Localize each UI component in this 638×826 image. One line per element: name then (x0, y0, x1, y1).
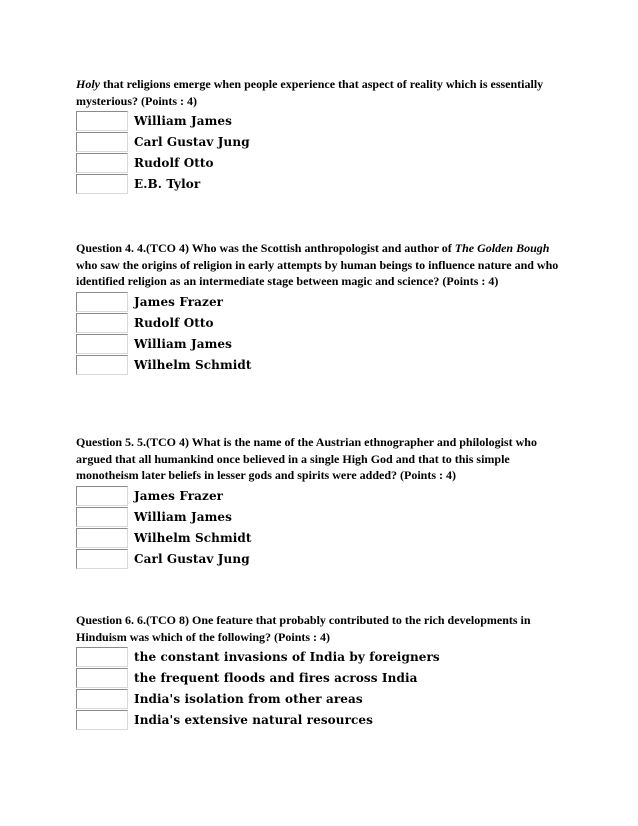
answer-options (76, 111, 568, 195)
answer-select-box[interactable] (76, 668, 128, 688)
question-text (76, 240, 568, 290)
answer-option[interactable] (76, 507, 568, 528)
answer-option[interactable] (76, 313, 568, 334)
answer-option[interactable] (76, 292, 568, 313)
question-text: Question 5. 5.(TCO 4) What is the name of the Austrian ethnographer and philologist who argued that all humankind once believed in a single High God and that to this simple monotheism later beliefs in lesser gods and spirits were added? (Points : 4) (76, 435, 537, 482)
answer-select-box[interactable] (76, 486, 128, 506)
answer-options (76, 647, 568, 731)
answer-label: Wilhelm Schmidt (134, 530, 252, 545)
answer-option[interactable] (76, 549, 568, 570)
answer-select-box[interactable] (76, 549, 128, 569)
answer-select-box[interactable] (76, 507, 128, 527)
question-prefix: Question 4. 4.(TCO 4) Who was the Scottish anthropologist and author of (76, 241, 455, 255)
answer-select-box[interactable] (76, 689, 128, 709)
answer-option[interactable] (76, 710, 568, 731)
answer-option[interactable] (76, 355, 568, 376)
question-text (76, 76, 568, 109)
answer-select-box[interactable] (76, 528, 128, 548)
answer-select-box[interactable] (76, 355, 128, 375)
answer-option[interactable] (76, 689, 568, 710)
question-body: who saw the origins of religion in early attempts by human beings to influence nature and who identified religion as an intermediate stage between magic and science? (Points : 4) (76, 257, 559, 288)
answer-label: the frequent floods and fires across India (134, 671, 418, 685)
answer-option[interactable] (76, 486, 568, 507)
answer-options (76, 292, 568, 376)
answer-label: William James (134, 509, 232, 524)
answer-label: Rudolf Otto (134, 156, 214, 170)
answer-select-box[interactable] (76, 710, 128, 730)
answer-label: Rudolf Otto (134, 315, 214, 330)
question-text: Question 6. 6.(TCO 8) One feature that probably contributed to the rich developments in Hinduism was which of the following? (Points : 4) (76, 613, 531, 644)
answer-option[interactable] (76, 174, 568, 195)
answer-option[interactable] (76, 528, 568, 549)
answer-option[interactable] (76, 111, 568, 132)
answer-select-box[interactable] (76, 313, 128, 333)
question-block (76, 240, 568, 376)
answer-label: James Frazer (134, 488, 224, 503)
book-title: The Golden Bough (454, 241, 550, 255)
answer-label: James Frazer (134, 294, 224, 309)
answer-options (76, 486, 568, 570)
answer-label: E.B. Tylor (134, 177, 201, 191)
question-block (76, 434, 568, 570)
question-block (76, 612, 568, 731)
answer-select-box[interactable] (76, 292, 128, 312)
answer-label: India's isolation from other areas (134, 692, 363, 706)
answer-select-box[interactable] (76, 111, 128, 131)
answer-option[interactable] (76, 132, 568, 153)
answer-label: India's extensive natural resources (134, 713, 374, 727)
question-body: that religions emerge when people experience that aspect of reality which is essentially mysterious? (Points : 4) (76, 77, 544, 108)
answer-option[interactable] (76, 668, 568, 689)
answer-option[interactable] (76, 153, 568, 174)
question-block (76, 76, 568, 195)
answer-select-box[interactable] (76, 647, 128, 667)
answer-option[interactable] (76, 334, 568, 355)
answer-select-box[interactable] (76, 132, 128, 152)
answer-option[interactable] (76, 647, 568, 668)
answer-label: Wilhelm Schmidt (134, 357, 252, 372)
answer-label: Carl Gustav Jung (134, 551, 250, 566)
answer-label: Carl Gustav Jung (134, 135, 250, 149)
answer-select-box[interactable] (76, 153, 128, 173)
answer-label: William James (134, 114, 232, 128)
answer-label: the constant invasions of India by foreigners (134, 650, 440, 664)
answer-select-box[interactable] (76, 174, 128, 194)
question-italic-lead: Holy (76, 77, 100, 91)
answer-select-box[interactable] (76, 334, 128, 354)
answer-label: William James (134, 336, 232, 351)
